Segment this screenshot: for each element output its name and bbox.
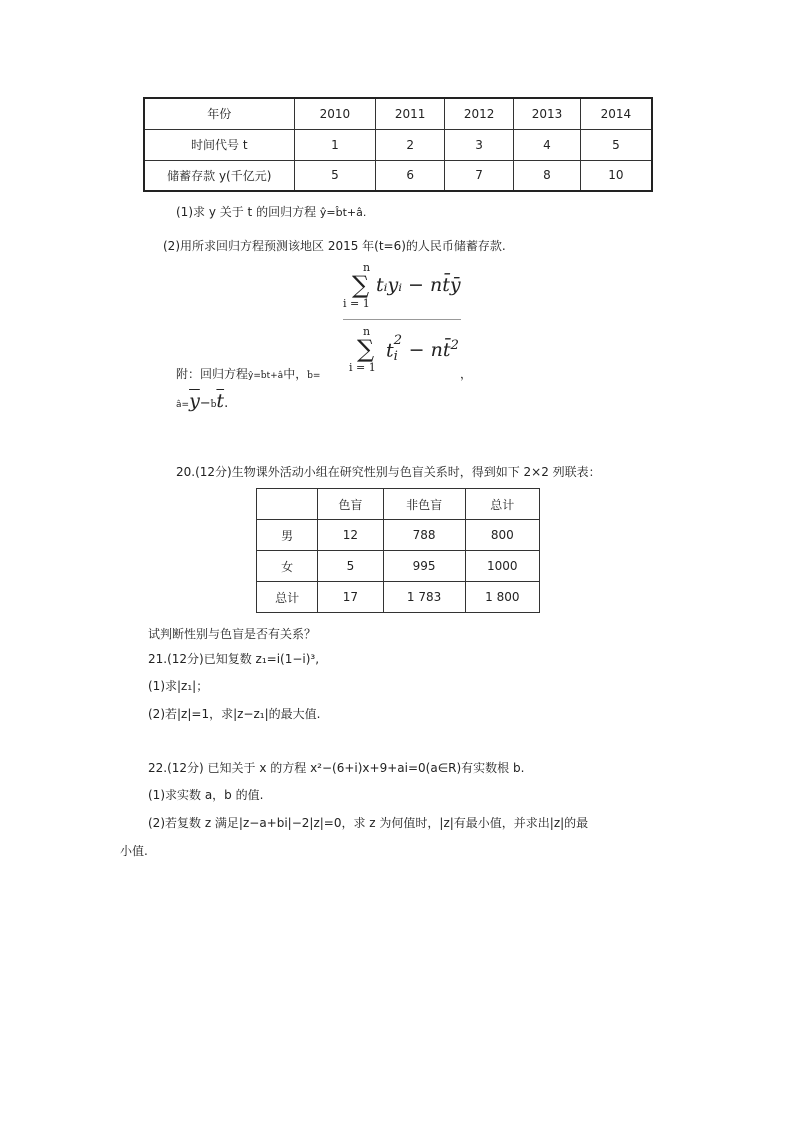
table-cell: 2013 [514,98,581,129]
q19-part1-equation: ŷ=b̂t+â. [319,206,367,219]
fraction-bar [343,319,461,320]
table-cell: 5 [580,129,652,160]
den-sigma-top: n [363,325,371,338]
table-cell: 2010 [294,98,376,129]
table-row [144,98,652,129]
num-sigma: ∑ [352,271,370,299]
table-cell: 7 [445,160,514,191]
table-cell: 1 783 [383,582,465,613]
note-mid: 中， [283,367,308,381]
note-b: b̂= [307,371,321,381]
q19-part1 [176,203,366,220]
den-sigma-bottom: i = 1 [349,361,376,374]
a-minus: − [199,396,211,411]
den-sigma: ∑ [357,335,375,363]
table-cell: 储蓄存款 y(千亿元) [144,160,294,191]
table-cell: 年份 [144,98,294,129]
q22-line3: (2)若复数 z 满足|z−a+bi|−2|z|=0，求 z 为何值时，|z|有最小值，并求出|z|的最 [148,816,589,830]
colorblind-table [256,488,540,613]
table-cell: 995 [383,551,465,582]
den-body [386,333,459,365]
a-ybar: $\overline{y}$ [189,390,200,412]
table-cell [257,489,318,520]
table-cell: 5 [318,551,383,582]
savings-table [143,97,653,192]
table-cell: 3 [445,129,514,160]
den-rest-sup: 2 [450,338,459,353]
table-cell: 总计 [257,582,318,613]
den-sup: 2 [393,333,403,349]
table-row [257,551,540,582]
table-cell: 8 [514,160,581,191]
table-row [257,489,540,520]
note-prefix: 附：回归方程 [176,367,249,381]
table-cell: 非色盲 [383,489,465,520]
table-row [144,129,652,160]
q21-line3: (2)若|z|=1，求|z−z₁|的最大值. [148,707,321,721]
q22-line4: 小值. [120,844,148,858]
a-end: . [224,396,229,411]
note-equation: ŷ=b̂t+â [248,371,284,381]
num-sigma-top: n [363,261,371,274]
table-cell: 10 [580,160,652,191]
table-cell: 1000 [465,551,539,582]
a-hat-formula [176,390,228,412]
table-cell: 2014 [580,98,652,129]
num-sigma-bottom: i = 1 [343,297,370,310]
q22-line2: (1)求实数 a，b 的值. [148,788,264,802]
table-cell: 17 [318,582,383,613]
table-cell: 12 [318,520,383,551]
q21-line1: 21.(12分)已知复数 z₁=i(1−i)³, [148,652,320,666]
a-tbar: $\overline{t}$ [216,390,225,412]
table-cell: 男 [257,520,318,551]
table-cell: 800 [465,520,539,551]
table-cell: 1 [294,129,376,160]
a-lhs: â= [176,400,190,410]
table-cell: 女 [257,551,318,582]
table-cell: 6 [376,160,445,191]
q21-line2: (1)求|z₁|； [148,679,209,693]
table-cell: 总计 [465,489,539,520]
table-row [257,520,540,551]
den-t: t [386,339,394,362]
a-b: b̂ [210,400,217,410]
table-cell: 时间代号 t [144,129,294,160]
table-cell: 5 [294,160,376,191]
table-cell: 4 [514,129,581,160]
q20-text: 20.(12分)生物课外活动小组在研究性别与色盲关系时，得到如下 2×2 列联表： [176,465,601,479]
table-cell: 1 800 [465,582,539,613]
table-cell: 2011 [376,98,445,129]
table-cell: 788 [383,520,465,551]
den-rest: − nt̄ [402,339,451,362]
q19-part1-text: (1)求 y 关于 t 的回归方程 [176,205,317,219]
q22-line1: 22.(12分) 已知关于 x 的方程 x²−(6+i)x+9+ai=0(a∈R)有实数根 b. [148,761,525,775]
q19-part2: (2)用所求回归方程预测该地区 2015 年(t=6)的人民币储蓄存款. [163,239,506,253]
den-sub: i [393,349,398,365]
q20-question: 试判断性别与色盲是否有关系？ [148,627,317,641]
table-row [144,160,652,191]
table-cell: 色盲 [318,489,383,520]
table-row [257,582,540,613]
table-cell: 2 [376,129,445,160]
table-cell: 2012 [445,98,514,129]
note-comma: ， [460,367,473,381]
num-body: tᵢyᵢ − nt̄ȳ [376,274,461,296]
q19-note [176,365,320,382]
